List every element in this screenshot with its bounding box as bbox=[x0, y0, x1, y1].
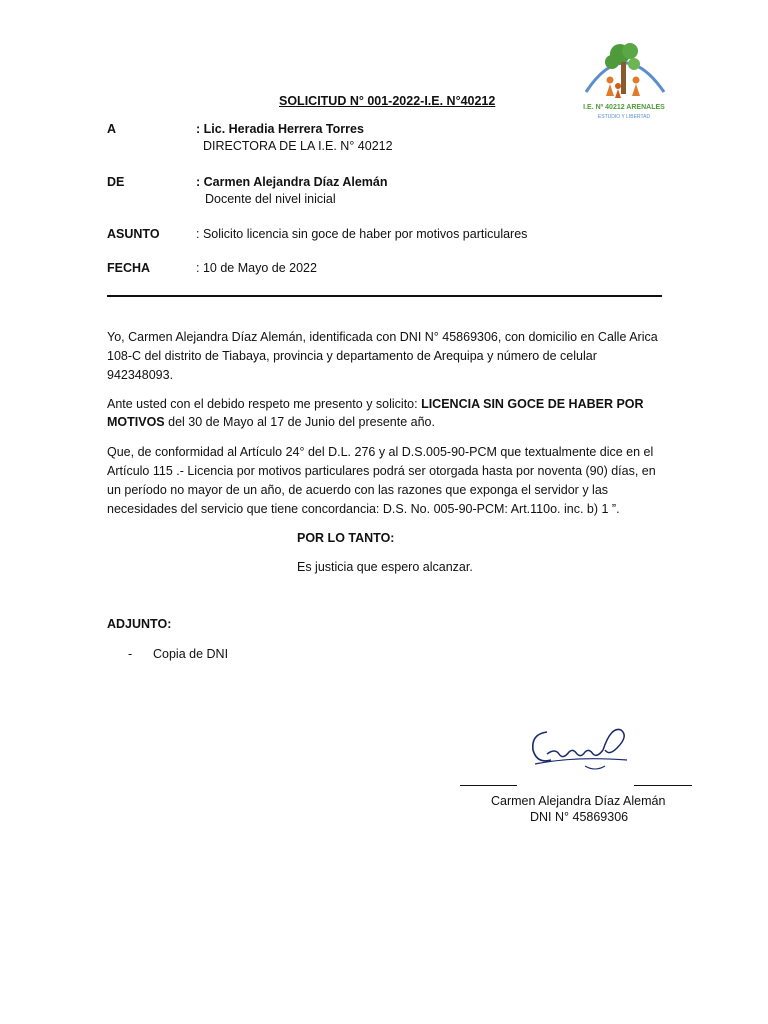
paragraph-1-line-2: 108-C del distrito de Tiabaya, provincia y departamento de Arequipa y número de celular bbox=[107, 349, 597, 363]
paragraph-2-request: LICENCIA SIN GOCE DE HABER POR bbox=[421, 397, 644, 411]
logo-tree-crown-4 bbox=[628, 58, 640, 70]
logo-tree-crown-2 bbox=[622, 43, 638, 59]
paragraph-1-line-1: Yo, Carmen Alejandra Díaz Alemán, identificada con DNI N° 45869306, con domicilio en Calle Arica bbox=[107, 330, 658, 344]
paragraph-2-request-end: MOTIVOS bbox=[107, 415, 165, 429]
closing-phrase: Es justicia que espero alcanzar. bbox=[297, 560, 473, 574]
to-value: : Lic. Heradia Herrera Torres bbox=[196, 122, 364, 136]
paragraph-2-line-1 bbox=[107, 395, 644, 413]
from-label: DE bbox=[107, 175, 125, 189]
handwritten-signature bbox=[525, 720, 635, 780]
logo-child-body-3 bbox=[615, 89, 621, 98]
to-label: A bbox=[107, 122, 117, 136]
logo-child-body-2 bbox=[632, 84, 640, 96]
date-value: : 10 de Mayo de 2022 bbox=[196, 261, 317, 275]
paragraph-3-line-2: Artículo 115 .- Licencia por motivos particulares podrá ser otorgada hasta por noventa (90) días, en bbox=[107, 464, 656, 478]
paragraph-1-line-3: 942348093. bbox=[107, 368, 174, 382]
to-value-title: DIRECTORA DE LA I.E. N° 40212 bbox=[203, 139, 393, 153]
signature-line-right bbox=[634, 785, 692, 786]
por-lo-tanto: POR LO TANTO: bbox=[297, 531, 395, 545]
from-value: : Carmen Alejandra Díaz Alemán bbox=[196, 175, 388, 189]
signature-line-left bbox=[460, 785, 517, 786]
subject-value: : Solicito licencia sin goce de haber por motivos particulares bbox=[196, 227, 528, 241]
logo-tree-crown-3 bbox=[605, 55, 619, 69]
from-value-role: Docente del nivel inicial bbox=[205, 192, 336, 206]
logo-motto: ESTUDIO Y LIBERTAD bbox=[597, 114, 651, 120]
paragraph-2-period: del 30 de Mayo al 17 de Junio del presente año. bbox=[164, 415, 435, 429]
logo-tree-trunk bbox=[621, 62, 626, 94]
date-label: FECHA bbox=[107, 261, 151, 275]
attachment-item: Copia de DNI bbox=[153, 647, 229, 661]
paragraph-2-intro: Ante usted con el debido respeto me presento y solicito: bbox=[107, 397, 422, 411]
signatory-dni: DNI N° 45869306 bbox=[530, 810, 629, 824]
paragraph-2-line-2 bbox=[107, 413, 435, 431]
school-logo bbox=[572, 40, 676, 122]
logo-child-head bbox=[607, 77, 614, 84]
signatory-name: Carmen Alejandra Díaz Alemán bbox=[491, 794, 666, 808]
attachments-label: ADJUNTO: bbox=[107, 617, 172, 631]
paragraph-3-line-1: Que, de conformidad al Artículo 24° del D.L. 276 y al D.S.005-90-PCM que textualmente dice en el bbox=[107, 445, 654, 459]
paragraph-3-line-3: un período no mayor de un año, de acuerdo con las razones que exponga el servidor y las bbox=[107, 483, 609, 497]
subject-label: ASUNTO bbox=[107, 227, 160, 241]
paragraph-3-line-4: necesidades del servicio que tiene concordancia: D.S. No. 005-90-PCM: Art.110o. inc. b) 1 ”. bbox=[107, 502, 620, 516]
logo-child-head-2 bbox=[633, 77, 640, 84]
logo-child-head-3 bbox=[615, 83, 621, 89]
logo-child-body bbox=[606, 84, 614, 96]
header-divider bbox=[107, 295, 662, 297]
document-title: SOLICITUD N° 001-2022-I.E. N°40212 bbox=[279, 94, 496, 108]
attachment-bullet: - bbox=[128, 647, 133, 661]
logo-school-name: I.E. Nº 40212 ARENALES bbox=[583, 104, 665, 111]
